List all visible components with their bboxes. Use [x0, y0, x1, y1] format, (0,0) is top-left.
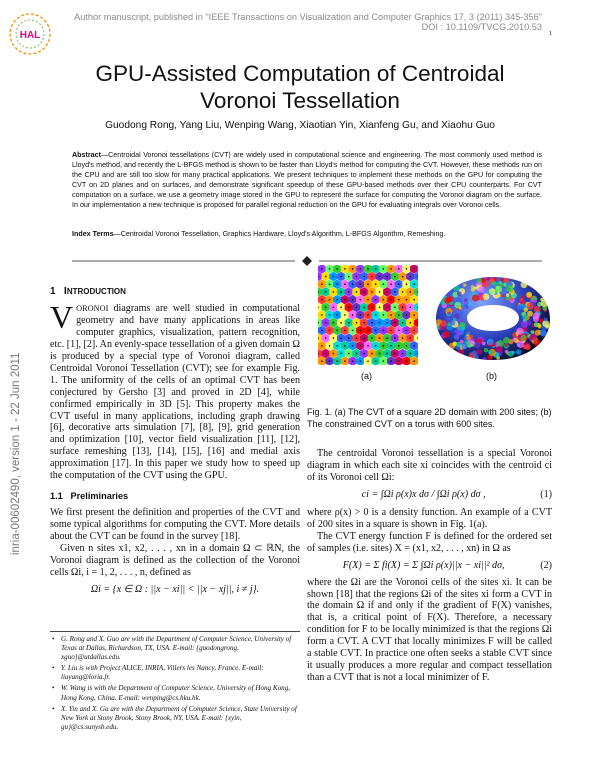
abstract-text: —Centroidal Voronoi tessellations (CVT) are widely used in computational science and engineering. The most commonly used method is Lloyd's method, and recently the L-BFGS method is shown to be faster than Lloyd's method for computing the CVT. However, these methods run on the CPU and are still too slow for many practical applications. We present techniques to implement these methods on the GPU for computing the CVT on 2D planes and on surfaces, and demonstrate significant speedup of these GPU-based methods over their CPU counterparts. For CVT computation on a surface, we use a geometry image stored in the GPU to represent the surface for computing the Voronoi diagram on the surface. In our implementation a new technique is proposed for parallel regional reduction on the GPU for evaluating integrals over Voronoi cells.: [72, 151, 542, 210]
voronoi-site: [367, 283, 369, 285]
voronoi-site: [375, 299, 377, 301]
torus-cell: [478, 286, 484, 292]
voronoi-site: [360, 283, 362, 285]
voronoi-site: [321, 299, 323, 301]
footnote-item: • W. Wang is with the Department of Computer Science, University of Hong Kong, Hong Kong, China. E-mail: wenping@cs.hku.hk.: [50, 684, 300, 702]
cvt-torus-image: [434, 267, 552, 367]
voronoi-site: [406, 360, 408, 362]
voronoi-site: [321, 345, 323, 347]
torus-cell: [447, 317, 451, 321]
voronoi-site: [383, 360, 385, 362]
torus-cell: [513, 295, 516, 298]
torus-cell: [527, 303, 534, 310]
torus-cell: [500, 278, 503, 281]
voronoi-site: [344, 268, 346, 270]
voronoi-site: [360, 360, 362, 362]
voronoi-site: [406, 268, 408, 270]
intro-paragraph: [50, 298, 300, 482]
voronoi-site: [356, 276, 358, 278]
voronoi-site: [390, 268, 392, 270]
paper-page: HAL Author manuscript, published in "IEEE Transactions on Visualization and Computer Graphics 17, 3 (2011) 345-356" DOI : 10.1109/TVCG.2010.53 1 GPU-Assisted Computation of Centroidal Voronoi Tessellation Guodong Rong, Yang Liu, Wenping Wang, Xiaotian Yin, Xianfeng Gu, and Xiaohu Guo Abstract—Centroidal Voronoi tessellations (CVT) are widely used in computational science and engineering. The most commonly used method is Lloyd's method, and recently the L-BFGS method is shown to be faster than Lloyd's method for computing the CVT. However, these methods run on the CPU and are still too slow for many practical applications. We present techniques to implement these methods on the GPU for computing the CVT on 2D planes and on surfaces, and demonstrate significant speedup of these GPU-based methods over their CPU counterparts. For CVT computation on a surface, we use a geometry image stored in the GPU to represent the surface for computing the Voronoi diagram on the surface. In our implementation a new technique is proposed for parallel regional reduction on the GPU for evaluating integrals over Voronoi cells. Index Terms—Centroidal Voronoi Tessellation, Graphics Hardware, Lloyd's Algorithm, L-BFGS Algorithm, Remeshing. inria-00602490, version 1 - 22 Jun 2011 1 INTRODUCTION VORONOI diagrams are well studied in computational geometry and have many applications in areas like computer graphics, visualization, pattern recognition, etc. [1], [2]. An evenly-space tessellation of a given domain Ω is produced by a special type of Voronoi diagram, called Centroidal Voronoi Tessellation (CVT); see for example Fig. 1. The uniformity of the cells of an optimal CVT has been conjectured by Gersho [3] and proved in 2D [4], while confirmed empirically in 3D [5]. This property makes the CVT useful in many applications, including graph drawing [6], decorative arts simulation [7], [8], [9], grid generation and optimization [10], vector field visualization [11], [12], surface remeshing [13], [14], [15], [16] and medial axis approximation [17]. In this paper we study how to speed up the computation of the CVT using the GPU. 1.1 Preliminaries We first present the definition and properties of the CVT and some typical algorithms for computing the CVT. More details about the CVT can be found in the survey [18]. Given n sites x1, x2, . . . , xn in a domain Ω ⊂ ℝN, the Voronoi diagram is defined as the collection of the Voronoi cells Ωi, i = 1, 2, . . . , n, defined as Ωi = {x ∈ Ω : ||x − xi|| < ||x − xj||, i ≠ j}. • G. Rong and X. Guo are with the Department of Computer Science, University of Texas at Dallas, Richardson, TX, USA. E-mail: {guodongrong, xguo}@utdallas.edu. • Y. Liu is with Project ALICE, INRIA, Villers les Nancy, France. E-mail: liuyang@loria.fr. • W. Wang is with the Department of Computer Science, University of Hong Kong, Hong Kong, China. E-mail: wenping@cs.hku.hk. • X. Yin and X. Gu are with the Department of Computer Science, State University of New York at Stony Brook, Stony Brook, NY, USA. E-mail: {xyin, gu}@cs.sunysb.edu. (a) (b) Fig. 1. (a) The CVT of a square 2D domain with 200 sites; (b) The constrained CVT on a torus with 600 sites. The centroidal Voronoi tessellation is a special Voronoi diagram in which each site xi coincides with the centroid ci of its Voronoi cell Ωi: (1) ci = ∫Ωi ρ(x)x dσ / ∫Ωi ρ(x) dσ , where ρ(x) > 0 is a density function. An example of a CVT of 200 sites in a square is shown in Fig. 1(a). The CVT energy function F is defined for the ordered set of samples (i.e. sites) X = (x1, x2, . . . , xn) in Ω as (2) F(X) = Σ fi(X) = Σ ∫Ωi ρ(x)||x − xi||² dσ, where the Ωi are the Voronoi cells of the sites xi. It can be shown [18] that the regions Ωi of the sites xi form a CVT in the domain Ω if and only if the gradient of F(X) vanishes, that is, a critical point of F(X). Therefore, a necessary condition for F to be locally minimized is that the regions Ωi form a CVT. A CVT that locally minimizes F will be called a stable CVT. In practice one often seeks a stable CVT since it usually produces a more regular and compact tessellation than a CVT that is not a local minimizer of F.: [0, 0, 600, 776]
equation-energy-text: F(X) = Σ fi(X) = Σ ∫Ωi ρ(x)||x − xi||² dσ,: [342, 559, 505, 571]
torus-cell: [535, 330, 541, 336]
torus-cell: [440, 320, 446, 326]
torus-cell: [512, 351, 515, 354]
voronoi-site: [356, 322, 358, 324]
hal-logo-text: HAL: [19, 30, 41, 41]
voronoi-site: [363, 322, 365, 324]
voronoi-site: [333, 276, 335, 278]
voronoi-site: [325, 307, 327, 309]
voronoi-site: [410, 276, 412, 278]
voronoi-site: [386, 353, 388, 355]
voronoi-site: [383, 314, 385, 316]
voronoi-site: [371, 337, 373, 339]
voronoi-site: [375, 345, 377, 347]
voronoi-site: [367, 330, 369, 332]
voronoi-site: [363, 353, 365, 355]
torus-cell: [482, 357, 487, 362]
torus-cell: [512, 338, 516, 342]
voronoi-site: [398, 283, 400, 285]
voronoi-site: [383, 299, 385, 301]
voronoi-site: [329, 330, 331, 332]
voronoi-site: [325, 276, 327, 278]
voronoi-site: [352, 299, 354, 301]
voronoi-site: [406, 345, 408, 347]
voronoi-site: [333, 322, 335, 324]
subsection-number: 1.1: [50, 491, 63, 502]
torus-cell: [472, 294, 479, 301]
voronoi-site: [336, 360, 338, 362]
manuscript-note: Author manuscript, published in "IEEE Transactions on Visualization and Computer Graphics 17, 3 (2011) 345-356": [74, 12, 542, 22]
voronoi-site: [413, 283, 415, 285]
voronoi-site: [367, 345, 369, 347]
voronoi-site: [333, 337, 335, 339]
voronoi-site: [394, 322, 396, 324]
voronoi-site: [356, 307, 358, 309]
voronoi-site: [363, 307, 365, 309]
voronoi-site: [344, 314, 346, 316]
torus-cell: [471, 288, 475, 292]
right-paragraph-4: where the Ωi are the Voronoi cells of the sites xi. It can be shown [18] that the regions Ωi of the sites xi form a CVT in the domain Ω if and only if the gradient of F(X) vanishes, that is, a critical point of F(X). Therefore, a necessary condition for F to be locally minimized is that the regions Ωi form a CVT. A CVT that locally minimizes F will be called a stable CVT. In practice one often seeks a stable CVT since it usually produces a more regular and compact tessellation than a CVT that is not a local minimizer of F.: [307, 576, 552, 684]
voronoi-site: [402, 291, 404, 293]
figure-1-caption: Fig. 1. (a) The CVT of a square 2D domain with 200 sites; (b) The constrained CVT on a torus with 600 sites.: [307, 407, 552, 429]
footnote-item: • X. Yin and X. Gu are with the Department of Computer Science, State University of New York at Stony Brook, Stony Brook, NY, USA. E-mail: {xyin, gu}@cs.sunysb.edu.: [50, 705, 300, 732]
torus-cell: [496, 346, 503, 353]
voronoi-site: [379, 291, 381, 293]
voronoi-site: [321, 314, 323, 316]
voronoi-site: [348, 322, 350, 324]
voronoi-site: [386, 337, 388, 339]
torus-cell: [490, 291, 494, 295]
voronoi-site: [413, 360, 415, 362]
left-column: [50, 286, 300, 601]
voronoi-site: [356, 337, 358, 339]
voronoi-site: [394, 276, 396, 278]
voronoi-site: [390, 330, 392, 332]
section-divider: [72, 253, 542, 263]
voronoi-site: [379, 276, 381, 278]
torus-cell: [463, 304, 467, 308]
index-terms-text: —Centroidal Voronoi Tessellation, Graphics Hardware, Lloyd's Algorithm, L-BFGS Algorithm, Remeshing.: [113, 230, 446, 238]
torus-cell: [456, 330, 462, 336]
voronoi-site: [402, 337, 404, 339]
abstract: [72, 150, 542, 211]
voronoi-site: [379, 353, 381, 355]
torus-cell: [506, 285, 513, 292]
right-paragraph-2: where ρ(x) > 0 is a density function. An example of a CVT of 200 sites in a square is shown in Fig. 1(a).: [307, 506, 552, 530]
torus-cell: [544, 318, 548, 322]
voronoi-site: [379, 307, 381, 309]
voronoi-site: [340, 337, 342, 339]
voronoi-site: [394, 307, 396, 309]
voronoi-site: [348, 307, 350, 309]
voronoi-site: [325, 322, 327, 324]
voronoi-site: [329, 314, 331, 316]
torus-cell: [540, 329, 547, 336]
torus-cell: [457, 291, 462, 296]
voronoi-site: [383, 283, 385, 285]
subsection-title: Preliminaries: [70, 491, 129, 502]
torus-cell: [534, 306, 541, 313]
voronoi-site: [410, 291, 412, 293]
voronoi-site: [383, 345, 385, 347]
section-title-initial: I: [63, 285, 67, 297]
voronoi-site: [394, 353, 396, 355]
equation-energy: [307, 560, 552, 572]
torus-cell: [457, 326, 462, 331]
voronoi-site: [352, 330, 354, 332]
voronoi-site: [371, 353, 373, 355]
torus-cell: [505, 350, 509, 354]
voronoi-site: [410, 322, 412, 324]
index-terms-label: Index Terms: [72, 230, 114, 238]
torus-cell: [447, 296, 453, 302]
voronoi-site: [321, 360, 323, 362]
torus-cell: [488, 350, 492, 354]
title-line-2: Voronoi Tessellation: [200, 88, 400, 113]
author-footnotes: [50, 631, 300, 734]
torus-cell: [533, 312, 540, 319]
voronoi-site: [375, 330, 377, 332]
voronoi-site: [336, 314, 338, 316]
voronoi-site: [336, 283, 338, 285]
voronoi-site: [329, 268, 331, 270]
voronoi-site: [348, 276, 350, 278]
voronoi-site: [413, 345, 415, 347]
torus-cell: [538, 325, 542, 329]
voronoi-site: [386, 291, 388, 293]
voronoi-site: [386, 276, 388, 278]
voronoi-site: [390, 314, 392, 316]
voronoi-site: [352, 314, 354, 316]
hal-logo: [8, 12, 52, 56]
voronoi-site: [344, 330, 346, 332]
voronoi-site: [356, 353, 358, 355]
torus-cell: [521, 281, 528, 288]
torus-cell: [484, 348, 488, 352]
voronoi-site: [352, 345, 354, 347]
section-title-rest: NTRODUCTION: [66, 287, 126, 296]
torus-cell: [520, 298, 523, 301]
voronoi-site: [360, 330, 362, 332]
torus-cell: [516, 328, 523, 335]
voronoi-site: [402, 322, 404, 324]
voronoi-site: [344, 299, 346, 301]
voronoi-site: [406, 314, 408, 316]
voronoi-site: [379, 337, 381, 339]
voronoi-site: [375, 314, 377, 316]
voronoi-site: [371, 307, 373, 309]
figure-label-b: (b): [486, 371, 497, 381]
voronoi-site: [348, 291, 350, 293]
voronoi-site: [329, 283, 331, 285]
torus-cell: [483, 293, 490, 300]
torus-cell: [461, 343, 467, 349]
figure-1: [306, 263, 552, 393]
section-number: 1: [50, 286, 56, 297]
paper-title: [40, 60, 560, 114]
voronoi-site: [398, 330, 400, 332]
torus-cell: [503, 277, 509, 283]
subsection-heading-preliminaries: [50, 491, 300, 503]
voronoi-site: [336, 299, 338, 301]
author-list: Guodong Rong, Yang Liu, Wenping Wang, Xiaotian Yin, Xianfeng Gu, and Xiaohu Guo: [105, 120, 495, 131]
voronoi-site: [390, 360, 392, 362]
torus-cell: [517, 341, 524, 348]
voronoi-site: [402, 353, 404, 355]
voronoi-site: [333, 307, 335, 309]
voronoi-site: [321, 268, 323, 270]
torus-cell: [459, 307, 462, 310]
torus-cell: [478, 339, 482, 343]
torus-cell: [496, 356, 499, 359]
torus-cell: [458, 349, 465, 356]
voronoi-site: [386, 307, 388, 309]
voronoi-site: [352, 268, 354, 270]
right-column: [307, 448, 552, 684]
torus-cell: [541, 300, 548, 307]
prelim-paragraph-2: Given n sites x1, x2, . . . , xn in a domain Ω ⊂ ℝN, the Voronoi diagram is defined as the collection of the Voronoi cells Ωi, i = 1, 2, . . . , n, defined as: [50, 543, 300, 578]
footnote-item: • G. Rong and X. Guo are with the Department of Computer Science, University of Texas at Dallas, Richardson, TX, USA. E-mail: {guodongrong, xguo}@utdallas.edu.: [50, 635, 300, 662]
torus-cell: [506, 293, 509, 296]
voronoi-site: [394, 337, 396, 339]
voronoi-site: [410, 307, 412, 309]
torus-cell: [443, 331, 450, 338]
voronoi-site: [363, 276, 365, 278]
torus-cell: [458, 319, 461, 322]
title-line-1: GPU-Assisted Computation of Centroidal: [95, 61, 505, 86]
voronoi-site: [321, 330, 323, 332]
voronoi-site: [390, 345, 392, 347]
voronoi-site: [410, 337, 412, 339]
voronoi-site: [329, 345, 331, 347]
torus-cell: [498, 294, 501, 297]
torus-cell: [460, 340, 464, 344]
equation-number-2: (2): [540, 559, 552, 571]
voronoi-site: [383, 268, 385, 270]
voronoi-site: [367, 314, 369, 316]
voronoi-site: [321, 283, 323, 285]
torus-cell: [516, 349, 522, 355]
section-heading-introduction: [50, 286, 300, 298]
voronoi-site: [360, 345, 362, 347]
voronoi-site: [348, 337, 350, 339]
voronoi-site: [413, 268, 415, 270]
voronoi-site: [360, 299, 362, 301]
torus-cell: [482, 342, 486, 346]
voronoi-site: [402, 307, 404, 309]
drop-cap: V: [50, 298, 74, 335]
voronoi-site: [413, 314, 415, 316]
voronoi-site: [325, 291, 327, 293]
voronoi-site: [367, 360, 369, 362]
torus-cell: [492, 281, 497, 286]
voronoi-site: [329, 360, 331, 362]
voronoi-site: [336, 345, 338, 347]
voronoi-site: [344, 283, 346, 285]
voronoi-site: [367, 268, 369, 270]
voronoi-site: [398, 345, 400, 347]
voronoi-site: [390, 299, 392, 301]
voronoi-site: [329, 299, 331, 301]
intro-lead-word: ORONOI: [76, 303, 109, 313]
voronoi-site: [344, 345, 346, 347]
voronoi-site: [375, 283, 377, 285]
voronoi-site: [367, 299, 369, 301]
voronoi-site: [363, 337, 365, 339]
torus-cell: [476, 349, 482, 355]
torus-cell: [453, 285, 459, 291]
torus-cell: [524, 338, 527, 341]
voronoi-site: [352, 283, 354, 285]
voronoi-site: [333, 291, 335, 293]
voronoi-site: [363, 291, 365, 293]
torus-cell: [469, 340, 474, 345]
voronoi-site: [398, 314, 400, 316]
intro-text: diagrams are well studied in computational geometry and have many applications in areas like computer graphics, visualization, pattern recognition, etc. [1], [2]. An evenly-space tessellation of a given domain Ω is produced by a special type of Voronoi diagram, called Centroidal Voronoi Tessellation (CVT); see for example Fig. 1. The uniformity of the cells of an optimal CVT has been conjectured by Gersho [3] and proved in 2D [4], while confirmed empirically in 3D [5]. This property makes the CVT useful in many applications, including graph drawing [6], decorative arts simulation [7], [8], [9], grid generation and optimization [10], vector field visualization [11], [12], surface remeshing [13], [14], [15], [16] and medial axis approximation [17]. In this paper we study how to speed up the computation of the CVT using the GPU.: [50, 302, 300, 482]
voronoi-site: [379, 322, 381, 324]
voronoi-site: [406, 299, 408, 301]
torus-cell: [503, 337, 510, 344]
voronoi-site: [336, 268, 338, 270]
voronoi-site: [344, 360, 346, 362]
voronoi-site: [375, 268, 377, 270]
voronoi-site: [336, 330, 338, 332]
voronoi-site: [398, 299, 400, 301]
torus-cell: [534, 299, 537, 302]
voronoi-site: [402, 276, 404, 278]
torus-cell: [505, 343, 509, 347]
voronoi-site: [390, 283, 392, 285]
voronoi-site: [371, 291, 373, 293]
voronoi-site: [371, 322, 373, 324]
voronoi-site: [410, 353, 412, 355]
torus-cell: [522, 315, 527, 320]
voronoi-site: [360, 268, 362, 270]
torus-cell: [496, 286, 503, 293]
torus-cell: [527, 311, 533, 317]
footnote-item: • Y. Liu is with Project ALICE, INRIA, Villers les Nancy, France. E-mail: liuyang@loria.fr.: [50, 664, 300, 682]
voronoi-site: [375, 360, 377, 362]
voronoi-site: [325, 353, 327, 355]
index-terms: [72, 229, 542, 239]
right-paragraph-3: The CVT energy function F is defined for the ordered set of samples (i.e. sites) X = (x1, x2, . . . , xn) in Ω as: [307, 530, 552, 554]
torus-cell: [526, 292, 532, 298]
page-number: 1: [548, 30, 552, 37]
voronoi-site: [413, 299, 415, 301]
torus-cell: [463, 283, 466, 286]
voronoi-site: [406, 330, 408, 332]
voronoi-site: [348, 353, 350, 355]
torus-cell: [474, 342, 481, 349]
prelim-paragraph-1: We first present the definition and properties of the CVT and some typical algorithms for computing the CVT. More details about the CVT can be found in the survey [18].: [50, 507, 300, 543]
voronoi-site: [413, 330, 415, 332]
cvt-square-image: [318, 265, 418, 365]
equation-number-1: (1): [540, 488, 552, 500]
right-paragraph-1: The centroidal Voronoi tessellation is a special Voronoi diagram in which each site xi coincides with the centroid ci of its Voronoi cell Ωi:: [307, 448, 552, 483]
torus-cell: [466, 337, 470, 341]
voronoi-site: [360, 314, 362, 316]
voronoi-site: [340, 322, 342, 324]
voronoi-site: [333, 353, 335, 355]
voronoi-site: [340, 353, 342, 355]
voronoi-site: [371, 276, 373, 278]
torus-cell: [487, 339, 494, 346]
voronoi-site: [394, 291, 396, 293]
torus-cell: [521, 321, 528, 328]
voronoi-site: [386, 322, 388, 324]
figure-label-a: (a): [361, 371, 372, 381]
torus-cell: [453, 318, 457, 322]
voronoi-site: [398, 360, 400, 362]
voronoi-site: [352, 360, 354, 362]
torus-cell: [531, 330, 535, 334]
equation-voronoi-cell: Ωi = {x ∈ Ω : ||x − xi|| < ||x − xj||, i ≠ j}.: [90, 583, 260, 595]
torus-cell: [517, 304, 523, 310]
abstract-label: Abstract: [72, 151, 101, 159]
voronoi-site: [340, 307, 342, 309]
voronoi-site: [340, 276, 342, 278]
voronoi-site: [356, 291, 358, 293]
voronoi-site: [340, 291, 342, 293]
voronoi-site: [398, 268, 400, 270]
equation-centroid: [307, 489, 552, 501]
voronoi-site: [325, 337, 327, 339]
voronoi-site: [383, 330, 385, 332]
doi-note: DOI : 10.1109/TVCG.2010.53: [421, 22, 542, 32]
torus-cell: [486, 277, 490, 281]
torus-cell: [534, 339, 541, 346]
equation-centroid-text: ci = ∫Ωi ρ(x)x dσ / ∫Ωi ρ(x) dσ ,: [361, 488, 486, 500]
torus-cell: [447, 312, 451, 316]
torus-cell: [477, 278, 482, 283]
voronoi-site: [406, 283, 408, 285]
